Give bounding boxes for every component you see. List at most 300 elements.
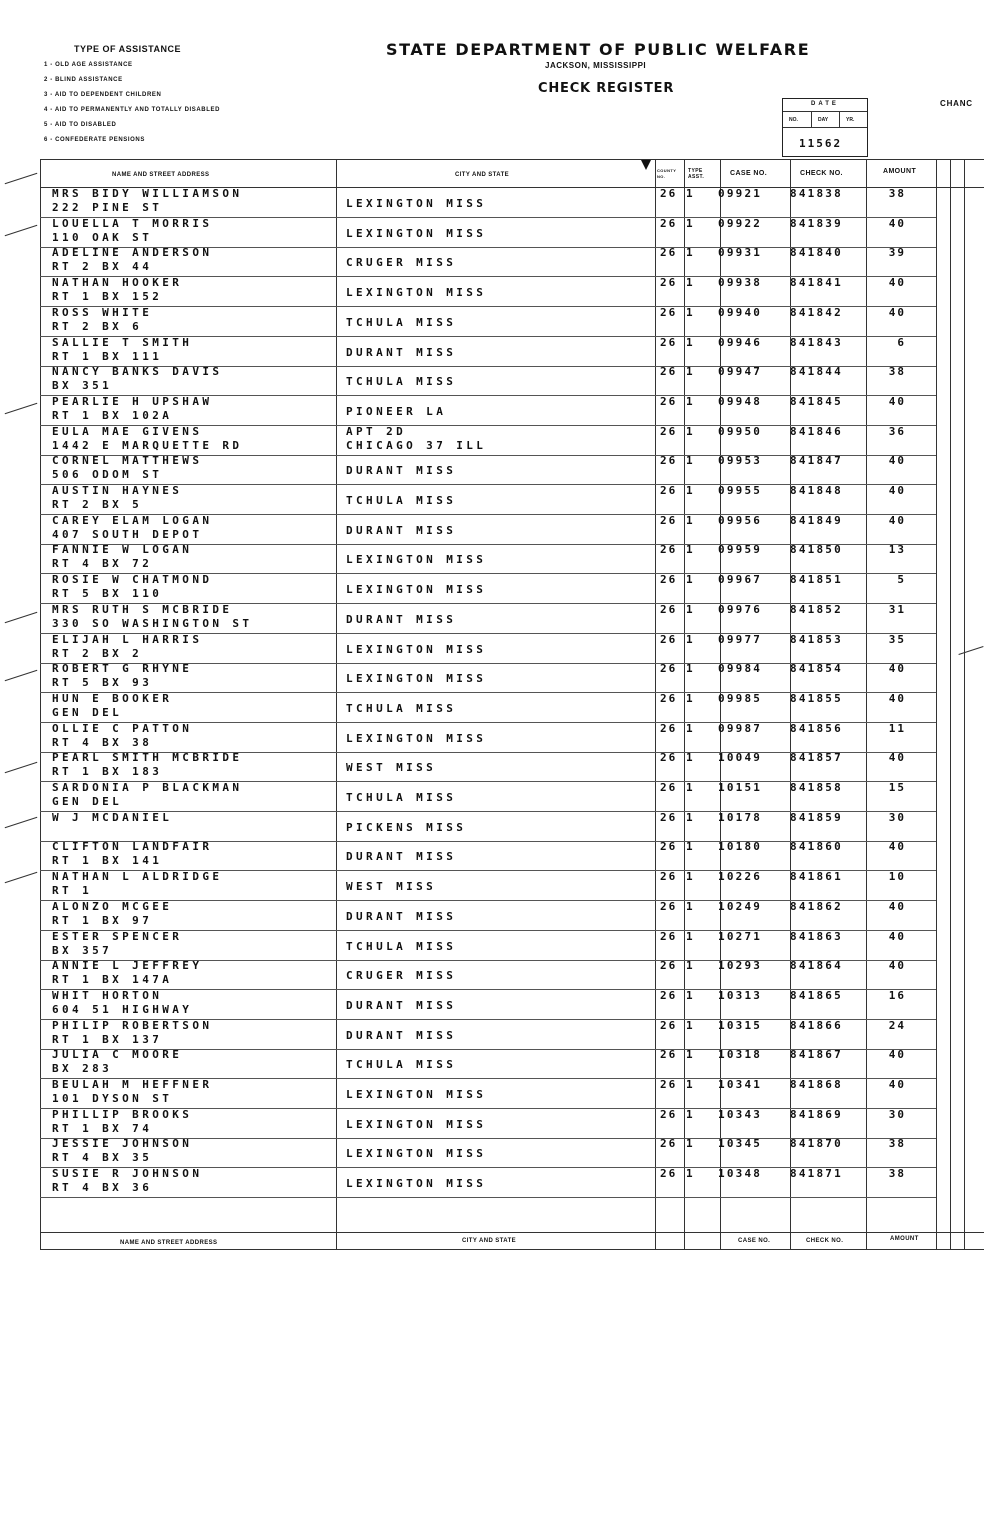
- city-state: TCHULA MISS: [346, 701, 457, 715]
- check-no: 841858: [790, 781, 843, 794]
- county-no: 26: [660, 1018, 678, 1032]
- amount: 40: [888, 929, 906, 943]
- recipient-name: ROBERT G RHYNE: [52, 662, 193, 676]
- street-address: RT 2 BX 6: [52, 319, 143, 333]
- table-row: [40, 723, 936, 753]
- case-no: 09984: [718, 662, 763, 676]
- city-state: TCHULA MISS: [346, 939, 457, 953]
- table-row: [40, 663, 936, 693]
- county-no: 26: [660, 484, 678, 497]
- recipient-name: WHIT HORTON: [52, 988, 163, 1002]
- date-day-label: DAY: [818, 117, 829, 123]
- type-asst: 1: [686, 810, 697, 824]
- row-rule: [40, 1197, 936, 1198]
- check-no: 841862: [790, 899, 843, 913]
- county-no: 26: [660, 454, 678, 468]
- street-address: RT 5 BX 110: [52, 587, 163, 601]
- type-asst: 1: [686, 276, 697, 290]
- amount: 40: [888, 513, 906, 527]
- footer-header-name: NAME AND STREET ADDRESS: [120, 1240, 218, 1246]
- table-row: [40, 574, 936, 604]
- recipient-name: ROSS WHITE: [52, 305, 153, 319]
- street-address: 407 SOUTH DEPOT: [52, 527, 203, 541]
- case-no: 10226: [718, 870, 763, 884]
- amount: 40: [888, 454, 906, 468]
- street-address: 101 DYSON ST: [52, 1092, 173, 1105]
- amount: 5: [897, 573, 906, 587]
- pencil-tick-icon: [5, 403, 38, 414]
- county-no: 26: [660, 721, 678, 735]
- table-row: [40, 841, 936, 871]
- table-row: [40, 782, 936, 812]
- check-no: 841868: [790, 1078, 843, 1091]
- case-no: 09946: [718, 335, 763, 349]
- city-state: WEST MISS: [346, 880, 437, 894]
- col-rule: [950, 159, 951, 1250]
- check-no: 841857: [790, 751, 843, 765]
- recipient-name: ELIJAH L HARRIS: [52, 632, 203, 646]
- county-no: 26: [660, 305, 678, 319]
- table-row: [40, 901, 936, 931]
- type-asst: 1: [686, 246, 697, 260]
- case-no: 09931: [718, 246, 763, 260]
- amount: 24: [888, 1018, 906, 1032]
- type-asst: 1: [686, 751, 697, 765]
- city-state: DURANT MISS: [346, 909, 457, 923]
- case-no: 10318: [718, 1048, 763, 1062]
- check-no: 841864: [790, 959, 843, 973]
- amount: 40: [888, 484, 906, 497]
- street-address: RT 4 BX 35: [52, 1151, 153, 1165]
- case-no: 10178: [718, 810, 763, 824]
- page-subtitle: JACKSON, MISSISSIPPI: [545, 61, 647, 70]
- county-no: 26: [660, 1078, 678, 1091]
- type-asst: 1: [686, 959, 697, 973]
- col-header-city: CITY AND STATE: [455, 172, 510, 178]
- city-state: DURANT MISS: [346, 850, 457, 864]
- case-no: 09956: [718, 513, 763, 527]
- case-no: 10341: [718, 1078, 763, 1091]
- table-row: [40, 1049, 936, 1079]
- case-no: 09959: [718, 543, 763, 557]
- page-title: STATE DEPARTMENT OF PUBLIC WELFARE: [386, 40, 811, 59]
- table-row: [40, 871, 936, 901]
- recipient-name: ANNIE L JEFFREY: [52, 959, 203, 973]
- type-asst: 1: [686, 305, 697, 319]
- street-address: 604 51 HIGHWAY: [52, 1002, 193, 1016]
- case-no: 09953: [718, 454, 763, 468]
- case-no: 09977: [718, 632, 763, 646]
- city-state: TCHULA MISS: [346, 494, 457, 507]
- pencil-tick-icon: [5, 612, 38, 623]
- footer-header-city: CITY AND STATE: [462, 1238, 517, 1244]
- county-no: 26: [660, 899, 678, 913]
- county-no: 26: [660, 691, 678, 705]
- recipient-name: AUSTIN HAYNES: [52, 484, 183, 497]
- legend-item: 6 - CONFEDERATE PENSIONS: [44, 137, 145, 143]
- county-no: 26: [660, 988, 678, 1002]
- recipient-name: MRS RUTH S MCBRIDE: [52, 602, 233, 616]
- check-no: 841845: [790, 394, 843, 408]
- city-state: TCHULA MISS: [346, 1058, 457, 1072]
- street-address: RT 1 BX 97: [52, 913, 153, 927]
- pencil-tick-icon: [5, 817, 38, 828]
- street-address: RT 2 BX 2: [52, 646, 143, 660]
- col-rule: [964, 159, 965, 1250]
- street-address: RT 1 BX 147A: [52, 973, 173, 987]
- amount: 38: [888, 365, 906, 379]
- street-address: RT 2 BX 5: [52, 498, 143, 511]
- type-asst: 1: [686, 394, 697, 408]
- recipient-name: PEARL SMITH MCBRIDE: [52, 751, 243, 765]
- county-no: 26: [660, 959, 678, 973]
- table-row: [40, 812, 936, 842]
- county-no: 26: [660, 394, 678, 408]
- type-asst: 1: [686, 632, 697, 646]
- table-row: [40, 1020, 936, 1050]
- street-address: RT 1 BX 141: [52, 854, 163, 868]
- city-state: LEXINGTON MISS: [346, 583, 487, 597]
- type-asst: 1: [686, 781, 697, 794]
- footer-header-case: CASE NO.: [738, 1238, 771, 1244]
- amount: 40: [888, 840, 906, 854]
- case-no: 10313: [718, 988, 763, 1002]
- footer-header-check: CHECK NO.: [806, 1238, 844, 1244]
- case-no: 09947: [718, 365, 763, 379]
- city-state: APT 2D CHICAGO 37 ILL: [346, 424, 487, 452]
- recipient-name: SUSIE R JOHNSON: [52, 1167, 203, 1181]
- county-no: 26: [660, 543, 678, 557]
- type-asst: 1: [686, 662, 697, 676]
- type-asst: 1: [686, 1078, 697, 1091]
- city-state: LEXINGTON MISS: [346, 1088, 487, 1101]
- type-asst: 1: [686, 1107, 697, 1121]
- legend-item: 2 - BLIND ASSISTANCE: [44, 77, 123, 83]
- recipient-name: SARDONIA P BLACKMAN: [52, 781, 243, 794]
- col-header-county: COUNTY NO.: [657, 168, 677, 179]
- col-header-amount: AMOUNT: [883, 168, 917, 175]
- case-no: 10345: [718, 1137, 763, 1151]
- recipient-name: CAREY ELAM LOGAN: [52, 513, 213, 527]
- recipient-name: NATHAN L ALDRIDGE: [52, 870, 223, 884]
- check-no: 841860: [790, 840, 843, 854]
- city-state: LEXINGTON MISS: [346, 1147, 487, 1161]
- table-row: [40, 1079, 936, 1109]
- amount: 11: [888, 721, 906, 735]
- amount: 16: [888, 988, 906, 1002]
- street-address: 1442 E MARQUETTE RD: [52, 438, 243, 452]
- date-yr-label: YR.: [846, 117, 855, 123]
- type-asst: 1: [686, 424, 697, 438]
- case-no: 09950: [718, 424, 763, 438]
- type-asst: 1: [686, 602, 697, 616]
- city-state: LEXINGTON MISS: [346, 1117, 487, 1131]
- amount: 40: [888, 691, 906, 705]
- check-no: 841863: [790, 929, 843, 943]
- type-asst: 1: [686, 721, 697, 735]
- county-no: 26: [660, 810, 678, 824]
- type-asst: 1: [686, 1167, 697, 1181]
- case-no: 09987: [718, 721, 763, 735]
- table-row: [40, 247, 936, 277]
- county-no: 26: [660, 781, 678, 794]
- table-top-rule: [40, 159, 984, 160]
- city-state: DURANT MISS: [346, 998, 457, 1012]
- table-row: [40, 544, 936, 574]
- pencil-tick-icon: [958, 646, 983, 655]
- city-state: DURANT MISS: [346, 464, 457, 478]
- type-asst: 1: [686, 454, 697, 468]
- amount: 38: [888, 187, 906, 200]
- street-address: BX 283: [52, 1062, 113, 1076]
- pencil-tick-icon: [5, 173, 38, 184]
- city-state: LEXINGTON MISS: [346, 1177, 487, 1191]
- legend-item: 3 - AID TO DEPENDENT CHILDREN: [44, 92, 162, 98]
- amount: 40: [888, 751, 906, 765]
- amount: 40: [888, 276, 906, 290]
- recipient-name: BEULAH M HEFFNER: [52, 1078, 213, 1091]
- case-no: 09967: [718, 573, 763, 587]
- case-no: 10180: [718, 840, 763, 854]
- check-no: 841843: [790, 335, 843, 349]
- amount: 39: [888, 246, 906, 260]
- recipient-name: CORNEL MATTHEWS: [52, 454, 203, 468]
- footer-top-rule: [40, 1232, 984, 1233]
- type-asst: 1: [686, 1137, 697, 1151]
- type-asst: 1: [686, 484, 697, 497]
- city-state: DURANT MISS: [346, 1028, 457, 1042]
- table-row: [40, 366, 936, 396]
- case-no: 09955: [718, 484, 763, 497]
- recipient-name: HUN E BOOKER: [52, 691, 173, 705]
- city-state: LEXINGTON MISS: [346, 226, 487, 240]
- recipient-name: FANNIE W LOGAN: [52, 543, 193, 557]
- amount: 30: [888, 810, 906, 824]
- check-no: 841866: [790, 1018, 843, 1032]
- check-no: 841865: [790, 988, 843, 1002]
- col-header-check: CHECK NO.: [800, 170, 843, 177]
- table-row: [40, 1168, 936, 1198]
- case-no: 10151: [718, 781, 763, 794]
- city-state: LEXINGTON MISS: [346, 672, 487, 686]
- col-header-case: CASE NO.: [730, 170, 768, 177]
- type-asst: 1: [686, 573, 697, 587]
- city-state: CRUGER MISS: [346, 256, 457, 270]
- check-no: 841851: [790, 573, 843, 587]
- city-state: DURANT MISS: [346, 345, 457, 359]
- amount: 40: [888, 899, 906, 913]
- amount: 6: [897, 335, 906, 349]
- city-state: LEXINGTON MISS: [346, 642, 487, 656]
- city-state: TCHULA MISS: [346, 791, 457, 804]
- pencil-tick-icon: [5, 762, 38, 773]
- amount: 10: [888, 870, 906, 884]
- date-box: [782, 98, 868, 157]
- city-state: TCHULA MISS: [346, 375, 457, 389]
- table-row: [40, 752, 936, 782]
- street-address: BX 357: [52, 943, 113, 957]
- pencil-tick-icon: [5, 670, 38, 681]
- county-no: 26: [660, 573, 678, 587]
- table-row: [40, 960, 936, 990]
- type-asst: 1: [686, 929, 697, 943]
- check-no: 841867: [790, 1048, 843, 1062]
- amount: 40: [888, 394, 906, 408]
- county-no: 26: [660, 662, 678, 676]
- city-state: TCHULA MISS: [346, 315, 457, 329]
- county-no: 26: [660, 840, 678, 854]
- type-asst: 1: [686, 513, 697, 527]
- recipient-name: PEARLIE H UPSHAW: [52, 394, 213, 408]
- check-no: 841848: [790, 484, 843, 497]
- table-row: [40, 485, 936, 515]
- county-no: 26: [660, 870, 678, 884]
- street-address: 330 SO WASHINGTON ST: [52, 616, 253, 630]
- check-no: 841854: [790, 662, 843, 676]
- check-no: 841847: [790, 454, 843, 468]
- city-state: DURANT MISS: [346, 523, 457, 537]
- amount: 15: [888, 781, 906, 794]
- case-no: 09948: [718, 394, 763, 408]
- recipient-name: OLLIE C PATTON: [52, 721, 193, 735]
- recipient-name: ROSIE W CHATMOND: [52, 573, 213, 587]
- table-row: [40, 634, 936, 664]
- case-no: 09938: [718, 276, 763, 290]
- street-address: BX 351: [52, 379, 113, 393]
- county-no: 26: [660, 1167, 678, 1181]
- recipient-name: EULA MAE GIVENS: [52, 424, 203, 438]
- city-state: LEXINGTON MISS: [346, 197, 487, 210]
- table-row: [40, 188, 936, 218]
- pencil-tick-icon: [5, 872, 38, 883]
- recipient-name: ALONZO MCGEE: [52, 899, 173, 913]
- amount: 30: [888, 1107, 906, 1121]
- check-no: 841842: [790, 305, 843, 319]
- case-no: 09985: [718, 691, 763, 705]
- amount: 35: [888, 632, 906, 646]
- recipient-name: NATHAN HOOKER: [52, 276, 183, 290]
- type-asst: 1: [686, 1018, 697, 1032]
- city-state: WEST MISS: [346, 761, 437, 775]
- county-no: 26: [660, 1137, 678, 1151]
- county-no: 26: [660, 751, 678, 765]
- register-title: CHECK REGISTER: [538, 81, 675, 96]
- amount: 13: [888, 543, 906, 557]
- street-address: GEN DEL: [52, 705, 123, 719]
- city-state: CRUGER MISS: [346, 969, 457, 983]
- county-no: 26: [660, 424, 678, 438]
- case-no: 10249: [718, 899, 763, 913]
- case-no: 09940: [718, 305, 763, 319]
- street-address: RT 1 BX 102A: [52, 408, 173, 422]
- street-address: 222 PINE ST: [52, 201, 163, 214]
- case-no: 10348: [718, 1167, 763, 1181]
- change-column-label: CHANC: [940, 99, 973, 108]
- assistance-type-legend-title: TYPE OF ASSISTANCE: [74, 44, 182, 54]
- type-asst: 1: [686, 335, 697, 349]
- recipient-name: JESSIE JOHNSON: [52, 1137, 193, 1151]
- check-no: 841852: [790, 602, 843, 616]
- city-state: DURANT MISS: [346, 612, 457, 626]
- street-address: RT 1 BX 111: [52, 349, 163, 363]
- city-state: PICKENS MISS: [346, 820, 467, 834]
- table-row: [40, 931, 936, 961]
- case-no: 09922: [718, 216, 763, 230]
- table-row: [40, 396, 936, 426]
- col-header-name: NAME AND STREET ADDRESS: [112, 172, 210, 178]
- street-address: RT 1 BX 137: [52, 1032, 163, 1046]
- street-address: RT 1 BX 152: [52, 290, 163, 304]
- county-no: 26: [660, 335, 678, 349]
- table-row: [40, 307, 936, 337]
- check-no: 841839: [790, 216, 843, 230]
- street-address: RT 1: [52, 884, 93, 898]
- county-no: 26: [660, 513, 678, 527]
- city-state: LEXINGTON MISS: [346, 731, 487, 745]
- amount: 40: [888, 1048, 906, 1062]
- city-state: PIONEER LA: [346, 404, 447, 418]
- county-no: 26: [660, 929, 678, 943]
- type-asst: 1: [686, 187, 697, 200]
- county-no: 26: [660, 187, 678, 200]
- table-row: [40, 218, 936, 248]
- table-row: [40, 337, 936, 367]
- table-row: [40, 277, 936, 307]
- col-rule: [936, 159, 937, 1250]
- amount: 40: [888, 662, 906, 676]
- table-row: [40, 604, 936, 634]
- date-no-label: NO.: [789, 117, 798, 123]
- check-no: 841838: [790, 187, 843, 200]
- check-no: 841850: [790, 543, 843, 557]
- recipient-name: PHILIP ROBERTSON: [52, 1018, 213, 1032]
- case-no: 10343: [718, 1107, 763, 1121]
- type-asst: 1: [686, 216, 697, 230]
- city-state: LEXINGTON MISS: [346, 553, 487, 567]
- street-address: RT 2 BX 44: [52, 260, 153, 274]
- date-label: DATE: [811, 101, 839, 107]
- recipient-name: JULIA C MOORE: [52, 1048, 183, 1062]
- street-address: RT 4 BX 38: [52, 735, 153, 749]
- case-no: 09976: [718, 602, 763, 616]
- pencil-tick-icon: [5, 225, 38, 236]
- county-no: 26: [660, 1048, 678, 1062]
- amount: 40: [888, 959, 906, 973]
- type-asst: 1: [686, 1048, 697, 1062]
- check-no: 841846: [790, 424, 843, 438]
- check-no: 841871: [790, 1167, 843, 1181]
- recipient-name: PHILLIP BROOKS: [52, 1107, 193, 1121]
- amount: 38: [888, 1167, 906, 1181]
- legend-item: 1 - OLD AGE ASSISTANCE: [44, 62, 133, 68]
- amount: 40: [888, 216, 906, 230]
- county-no: 26: [660, 216, 678, 230]
- check-no: 841844: [790, 365, 843, 379]
- case-no: 10293: [718, 959, 763, 973]
- recipient-name: W J MCDANIEL: [52, 810, 173, 824]
- recipient-name: MRS BIDY WILLIAMSON: [52, 187, 243, 200]
- street-address: RT 4 BX 72: [52, 557, 153, 571]
- check-no: 841861: [790, 870, 843, 884]
- marker-triangle-icon: [641, 160, 651, 170]
- street-address: RT 4 BX 36: [52, 1181, 153, 1195]
- county-no: 26: [660, 246, 678, 260]
- type-asst: 1: [686, 870, 697, 884]
- col-header-type: TYPE ASST.: [688, 168, 705, 180]
- check-no: 841855: [790, 691, 843, 705]
- county-no: 26: [660, 365, 678, 379]
- amount: 40: [888, 305, 906, 319]
